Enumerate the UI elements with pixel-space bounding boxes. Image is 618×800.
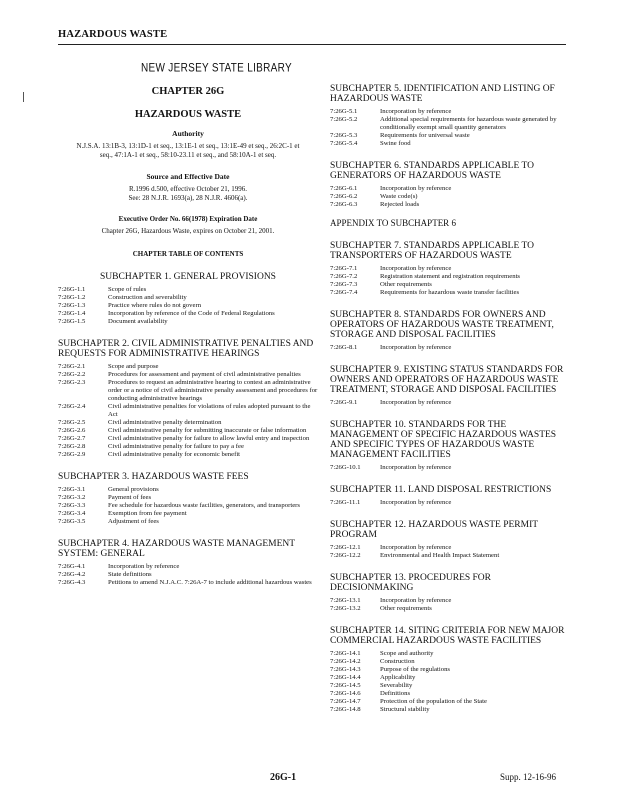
section-number: 7:26G-14.2 (330, 658, 361, 665)
section-title: Civil administrative penalty for failure to allow lawful entry and inspection (108, 435, 310, 442)
executive-order-text: Chapter 26G, Hazardous Waste, expires on October 21, 2001. (101, 227, 275, 235)
section-entry (58, 486, 318, 494)
section-entry (58, 371, 318, 379)
section-title: Additional special requirements for hazardous waste generated by conditionally exempt small quantity generators (380, 116, 557, 131)
section-number: 7:26G-1.1 (58, 286, 86, 293)
section-entry (330, 116, 570, 132)
section-number: 7:26G-14.1 (330, 650, 361, 657)
section-entry (330, 344, 570, 352)
section-entry (330, 605, 570, 613)
supplement-date: Supp. 12-16-96 (500, 772, 556, 782)
section-number: 7:26G-13.1 (330, 597, 361, 604)
subchapter-heading: SUBCHAPTER 6. STANDARDS APPLICABLE TO GENERATORS OF HAZARDOUS WASTE (330, 161, 534, 181)
section-entry (58, 419, 318, 427)
appendix-heading: APPENDIX TO SUBCHAPTER 6 (330, 218, 456, 228)
subchapter-heading: SUBCHAPTER 9. EXISTING STATUS STANDARDS FOR OWNERS AND OPERATORS OF HAZARDOUS WASTE TREATMENT, STORAGE AND DISPOSAL FACILITIES (330, 365, 564, 395)
section-entry (330, 658, 570, 666)
subchapter-heading: SUBCHAPTER 10. STANDARDS FOR THE MANAGEMENT OF SPECIFIC HAZARDOUS WASTES AND SPECIFIC TYPES OF HAZARDOUS WASTE MANAGEMENT FACILITIES (330, 420, 557, 460)
section-entry (330, 682, 570, 690)
section-list (330, 185, 570, 209)
section-number: 7:26G-12.1 (330, 544, 361, 551)
section-number: 7:26G-14.4 (330, 674, 361, 681)
section-entry (58, 318, 318, 326)
source-line-1: R.1996 d.500, effective October 21, 1996. (128, 185, 248, 193)
section-entry (58, 518, 318, 526)
section-entry (330, 544, 570, 552)
section-number: 7:26G-2.4 (58, 403, 86, 410)
right-column (330, 84, 570, 714)
section-title: Incorporation by reference (380, 108, 452, 115)
left-toc-list (58, 272, 318, 587)
section-entry (58, 363, 318, 371)
section-title: Document availability (108, 318, 168, 325)
subchapter-heading: SUBCHAPTER 8. STANDARDS FOR OWNERS AND OPERATORS OF HAZARDOUS WASTE TREATMENT, STORAGE AND DISPOSAL FACILITIES (330, 310, 554, 340)
section-entry (330, 674, 570, 682)
section-title: Registration statement and registration requirements (380, 273, 521, 280)
subchapter-heading: SUBCHAPTER 1. GENERAL PROVISIONS (100, 272, 276, 282)
source-label: Source and Effective Date (146, 172, 230, 181)
running-header: HAZARDOUS WASTE (58, 29, 168, 40)
section-entry (58, 510, 318, 518)
section-title: Other requirements (380, 281, 432, 288)
section-number: 7:26G-10.1 (330, 464, 361, 471)
section-entry (330, 265, 570, 273)
section-title: General provisions (108, 486, 159, 493)
subchapter-heading: SUBCHAPTER 7. STANDARDS APPLICABLE TO TRANSPORTERS OF HAZARDOUS WASTE (330, 241, 534, 261)
subchapter-heading: SUBCHAPTER 12. HAZARDOUS WASTE PERMIT PROGRAM (330, 520, 538, 540)
section-list (330, 265, 570, 297)
section-number: 7:26G-2.5 (58, 419, 86, 426)
section-number: 7:26G-4.3 (58, 579, 86, 586)
section-title: Waste code(s) (380, 193, 418, 200)
section-title: Civil administrative penalty for submitting inaccurate or false information (108, 427, 307, 434)
section-title: Requirements for universal waste (380, 132, 470, 139)
section-title: Practice where rules do not govern (108, 302, 202, 309)
section-number: 7:26G-5.2 (330, 116, 358, 123)
section-number: 7:26G-2.1 (58, 363, 86, 370)
section-title: Rejected loads (380, 201, 420, 208)
right-toc-list (330, 84, 570, 714)
section-number: 7:26G-14.3 (330, 666, 361, 673)
subchapter-heading: SUBCHAPTER 14. SITING CRITERIA FOR NEW MAJOR COMMERCIAL HAZARDOUS WASTE FACILITIES (330, 626, 565, 646)
section-entry (330, 399, 570, 407)
section-number: 7:26G-9.1 (330, 399, 358, 406)
section-number: 7:26G-14.6 (330, 690, 361, 697)
chapter-number: CHAPTER 26G (151, 86, 225, 97)
section-title: Incorporation by reference (380, 344, 452, 351)
section-entry (58, 443, 318, 451)
section-number: 7:26G-2.3 (58, 379, 86, 386)
section-title: Applicability (380, 674, 416, 681)
section-list (330, 464, 570, 472)
section-number: 7:26G-3.5 (58, 518, 86, 525)
section-title: Fee schedule for hazardous waste facilities, generators, and transporters (108, 502, 301, 509)
section-entry (330, 464, 570, 472)
section-entry (330, 193, 570, 201)
subchapter-heading: SUBCHAPTER 4. HAZARDOUS WASTE MANAGEMENT SYSTEM: GENERAL (58, 539, 295, 559)
section-entry (58, 563, 318, 571)
section-entry (58, 302, 318, 310)
section-title: Procedures for assessment and payment of civil administrative penalties (108, 371, 301, 378)
section-entry (330, 185, 570, 193)
section-list (330, 344, 570, 352)
section-number: 7:26G-12.2 (330, 552, 361, 559)
section-title: Petitions to amend N.J.A.C. 7:26A-7 to include additional hazardous wastes (108, 579, 312, 586)
authority-text: N.J.S.A. 13:1B-3, 13:1D-1 et seq., 13:1E-1 et seq., 13:1E-49 et seq., 26:2C-1 et seq., 47:1A-1 et seq., 58:10-23.11 et seq., and 58:10A-1 et seq. (76, 142, 300, 159)
section-title: Incorporation by reference (380, 544, 452, 551)
section-list (58, 363, 318, 459)
section-number: 7:26G-6.1 (330, 185, 358, 192)
section-title: Civil administrative penalty for economic benefit (108, 451, 241, 458)
section-number: 7:26G-14.7 (330, 698, 361, 705)
page-number: 26G-1 (270, 772, 297, 783)
section-number: 7:26G-5.1 (330, 108, 358, 115)
section-title: Construction and severability (108, 294, 187, 301)
section-entry (330, 552, 570, 560)
margin-mark (23, 92, 24, 102)
section-number: 7:26G-1.4 (58, 310, 86, 317)
section-number: 7:26G-7.3 (330, 281, 358, 288)
section-title: Civil administrative penalties for violations of rules adopted pursuant to the Act (108, 403, 311, 418)
section-entry (58, 286, 318, 294)
section-title: Exemption from fee payment (108, 510, 187, 517)
section-entry (330, 666, 570, 674)
section-entry (330, 289, 570, 297)
section-number: 7:26G-6.3 (330, 201, 358, 208)
section-entry (58, 310, 318, 318)
section-title: Incorporation by reference of the Code of Federal Regulations (108, 310, 275, 317)
section-number: 7:26G-2.8 (58, 443, 86, 450)
section-title: Requirements for hazardous waste transfer facilities (380, 289, 520, 296)
section-entry (330, 281, 570, 289)
section-number: 7:26G-3.2 (58, 494, 86, 501)
section-number: 7:26G-14.8 (330, 706, 361, 713)
left-column (58, 82, 318, 587)
section-list (58, 486, 318, 526)
section-title: Incorporation by reference (380, 399, 452, 406)
section-list (58, 563, 318, 587)
section-entry (58, 403, 318, 419)
chapter-title: HAZARDOUS WASTE (134, 109, 242, 120)
section-list (330, 399, 570, 407)
source-line-2: See: 28 N.J.R. 1693(a), 28 N.J.R. 4606(a). (128, 194, 248, 202)
section-number: 7:26G-7.4 (330, 289, 358, 296)
section-title: State definitions (108, 571, 152, 578)
section-number: 7:26G-4.1 (58, 563, 86, 570)
subchapter-heading: SUBCHAPTER 3. HAZARDOUS WASTE FEES (58, 472, 249, 482)
section-entry (58, 379, 318, 403)
section-number: 7:26G-1.5 (58, 318, 86, 325)
header-rule (58, 44, 566, 45)
section-entry (330, 140, 570, 148)
section-number: 7:26G-1.3 (58, 302, 86, 309)
section-title: Scope of rules (108, 286, 147, 293)
section-title: Other requirements (380, 605, 432, 612)
section-title: Civil administrative penalty for failure to pay a fee (108, 443, 244, 450)
section-entry (58, 294, 318, 302)
section-list (330, 108, 570, 148)
section-title: Adjustment of fees (108, 518, 159, 525)
section-title: Structural stability (380, 706, 430, 713)
section-entry (58, 502, 318, 510)
section-title: Purpose of the regulations (380, 666, 451, 673)
section-entry (330, 132, 570, 140)
section-title: Construction (380, 658, 415, 665)
section-number: 7:26G-7.2 (330, 273, 358, 280)
section-number: 7:26G-2.6 (58, 427, 86, 434)
toc-label: CHAPTER TABLE OF CONTENTS (132, 250, 244, 258)
subchapter-heading: SUBCHAPTER 11. LAND DISPOSAL RESTRICTIONS (330, 485, 552, 495)
subchapter-heading: SUBCHAPTER 13. PROCEDURES FOR DECISIONMAKING (330, 573, 492, 593)
section-list (330, 544, 570, 560)
section-number: 7:26G-2.9 (58, 451, 86, 458)
section-title: Incorporation by reference (380, 185, 452, 192)
section-number: 7:26G-6.2 (330, 193, 358, 200)
section-title: Payment of fees (108, 494, 152, 501)
section-entry (58, 435, 318, 443)
section-entry (330, 499, 570, 507)
section-number: 7:26G-4.2 (58, 571, 86, 578)
section-entry (330, 698, 570, 706)
section-number: 7:26G-3.4 (58, 510, 86, 517)
section-title: Definitions (380, 690, 411, 697)
section-number: 7:26G-7.1 (330, 265, 358, 272)
section-title: Incorporation by reference (380, 597, 452, 604)
section-list (330, 499, 570, 507)
section-number: 7:26G-5.4 (330, 140, 358, 147)
section-list (58, 286, 318, 326)
section-title: Protection of the population of the State (380, 698, 487, 705)
section-title: Incorporation by reference (380, 499, 452, 506)
section-title: Civil administrative penalty determination (108, 419, 222, 426)
section-title: Scope and purpose (108, 363, 159, 370)
section-title: Severability (380, 682, 413, 689)
section-title: Incorporation by reference (380, 265, 452, 272)
section-number: 7:26G-8.1 (330, 344, 358, 351)
section-number: 7:26G-3.1 (58, 486, 86, 493)
section-entry (58, 494, 318, 502)
section-entry (58, 451, 318, 459)
section-title: Swine food (380, 140, 411, 147)
library-stamp: NEW JERSEY STATE LIBRARY (141, 62, 292, 75)
section-entry (330, 108, 570, 116)
section-list (330, 597, 570, 613)
section-number: 7:26G-2.2 (58, 371, 86, 378)
section-title: Procedures to request an administrative hearing to contest an administrative order or a notice of civil administrative penalty assessment and procedures for conducting administrative hearings (108, 379, 318, 402)
section-list (330, 650, 570, 714)
section-entry (330, 273, 570, 281)
section-entry (330, 690, 570, 698)
subchapter-heading: SUBCHAPTER 2. CIVIL ADMINISTRATIVE PENALTIES AND REQUESTS FOR ADMINISTRATIVE HEARINGS (58, 339, 314, 359)
section-entry (330, 201, 570, 209)
section-title: Scope and authority (380, 650, 434, 657)
section-number: 7:26G-5.3 (330, 132, 358, 139)
section-entry (58, 427, 318, 435)
section-number: 7:26G-11.1 (330, 499, 361, 506)
section-entry (330, 650, 570, 658)
section-number: 7:26G-14.5 (330, 682, 361, 689)
authority-label: Authority (172, 129, 204, 138)
section-title: Incorporation by reference (380, 464, 452, 471)
section-number: 7:26G-3.3 (58, 502, 86, 509)
section-entry (58, 571, 318, 579)
section-number: 7:26G-2.7 (58, 435, 86, 442)
section-title: Environmental and Health Impact Statement (380, 552, 500, 559)
section-entry (330, 706, 570, 714)
section-number: 7:26G-1.2 (58, 294, 86, 301)
section-entry (330, 597, 570, 605)
subchapter-heading: SUBCHAPTER 5. IDENTIFICATION AND LISTING OF HAZARDOUS WASTE (330, 84, 555, 104)
section-number: 7:26G-13.2 (330, 605, 361, 612)
section-entry (58, 579, 318, 587)
section-title: Incorporation by reference (108, 563, 180, 570)
executive-order-label: Executive Order No. 66(1978) Expiration Date (118, 215, 258, 223)
